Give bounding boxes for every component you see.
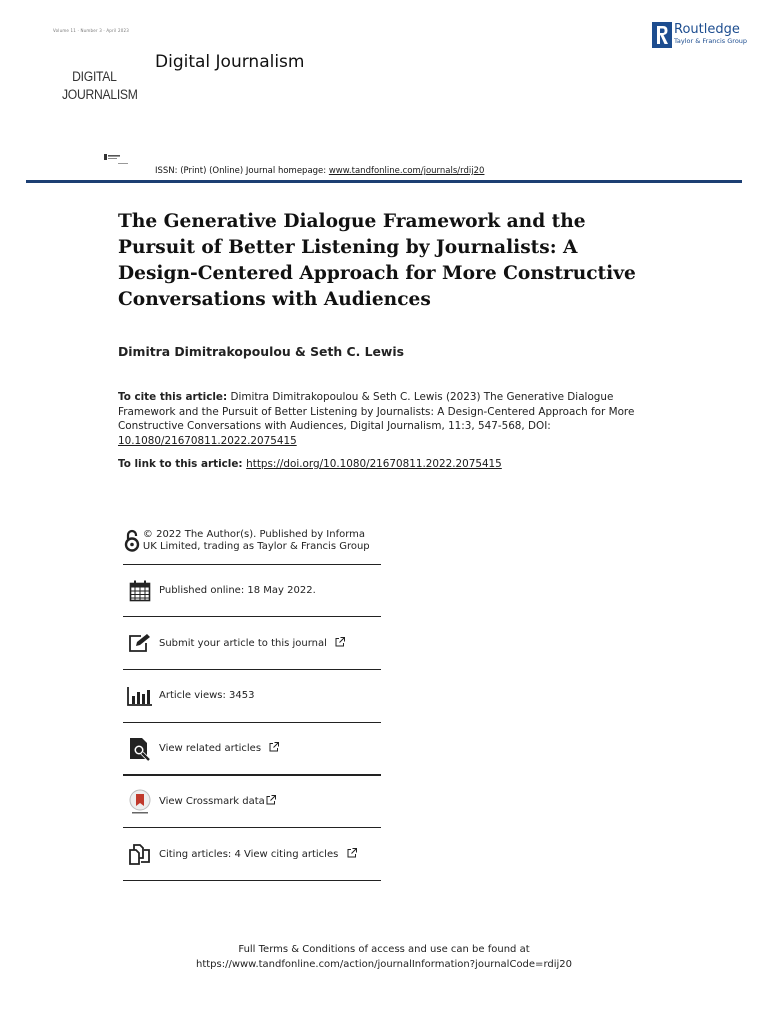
- meta-row-submit[interactable]: [123, 617, 381, 670]
- cite-label: To cite this article:: [118, 391, 228, 403]
- publisher-logo: [652, 22, 747, 48]
- article-meta-list: [123, 518, 381, 881]
- bar-chart-icon: [127, 686, 153, 706]
- edit-icon: [128, 633, 152, 653]
- journal-logo-line1: DIGITAL: [72, 69, 117, 84]
- journal-name: Digital Journalism: [155, 52, 305, 72]
- meta-row-views: [123, 670, 381, 723]
- article-link-line: [118, 458, 502, 470]
- header-rule: [26, 180, 742, 183]
- meta-row-published: [123, 565, 381, 617]
- citing-articles-icon: [128, 842, 152, 866]
- related-articles-link[interactable]: View related articles: [159, 743, 262, 754]
- issn-line: [155, 166, 484, 176]
- article-authors: Dimitra Dimitrakopoulou & Seth C. Lewis: [118, 344, 404, 359]
- journal-logo-line2: JOURNALISM: [62, 87, 138, 102]
- external-link-icon: [269, 742, 279, 752]
- meta-row-crossmark[interactable]: [123, 776, 381, 828]
- publisher-sub: Taylor & Francis Group: [674, 37, 748, 45]
- submit-link[interactable]: Submit your article to this journal: [159, 637, 327, 649]
- crossmark-icon: [127, 789, 153, 815]
- footer-line1: Full Terms & Conditions of access and use can be found at: [238, 944, 530, 955]
- small-routledge-logo-icon: [104, 153, 132, 167]
- external-link-icon: [335, 637, 345, 647]
- open-access-icon: [124, 529, 140, 553]
- journal-homepage-link[interactable]: www.tandfonline.com/journals/rdij20: [328, 166, 485, 176]
- citing-articles-link[interactable]: Citing articles: 4 View citing articles: [159, 848, 339, 860]
- footer-terms-url[interactable]: https://www.tandfonline.com/action/journalInformation?journalCode=rdij20: [195, 958, 573, 970]
- link-label: To link to this article:: [118, 458, 247, 470]
- meta-row-citing[interactable]: [123, 828, 381, 881]
- article-doi-link[interactable]: https://doi.org/10.1080/21670811.2022.2075415: [246, 458, 502, 470]
- crossmark-link[interactable]: View Crossmark data: [159, 796, 265, 807]
- doi-link[interactable]: 10.1080/21670811.2022.2075415: [118, 434, 297, 447]
- issue-info: Volume 11 · Number 3 · April 2023: [53, 28, 129, 33]
- journal-logo: [62, 68, 138, 104]
- article-title: The Generative Dialogue Framework and the Pursuit of Better Listening by Journalists: A Design-Centered Approach for More Constructive Conversations with Audiences: [118, 211, 636, 310]
- cite-text: Dimitra Dimitrakopoulou & Seth C. Lewis (2023) The Generative Dialogue Framework and the Pursuit of Better Listening by Journalists: A Design-Centered Approach for More Constructive Conversations with Audiences, Digital Journalism, 11:3, 547-568, DOI:: [118, 391, 635, 432]
- external-link-icon: [347, 848, 357, 858]
- published-text: Published online: 18 May 2022.: [159, 584, 316, 596]
- meta-row-copyright: [123, 518, 381, 565]
- issn-label: ISSN: (Print) (Online) Journal homepage:: [155, 166, 329, 176]
- routledge-r-icon: [652, 22, 672, 48]
- views-text: Article views: 3453: [159, 690, 255, 701]
- calendar-icon: [129, 580, 151, 602]
- document-search-icon: [129, 737, 151, 761]
- meta-row-related[interactable]: [123, 723, 381, 776]
- publisher-brand: Routledge: [674, 22, 740, 37]
- citation-block: [118, 390, 648, 448]
- external-link-icon: [266, 795, 276, 805]
- copyright-text: © 2022 The Author(s). Published by Informa UK Limited, trading as Taylor & Francis Group: [142, 529, 370, 552]
- footer: [0, 943, 768, 972]
